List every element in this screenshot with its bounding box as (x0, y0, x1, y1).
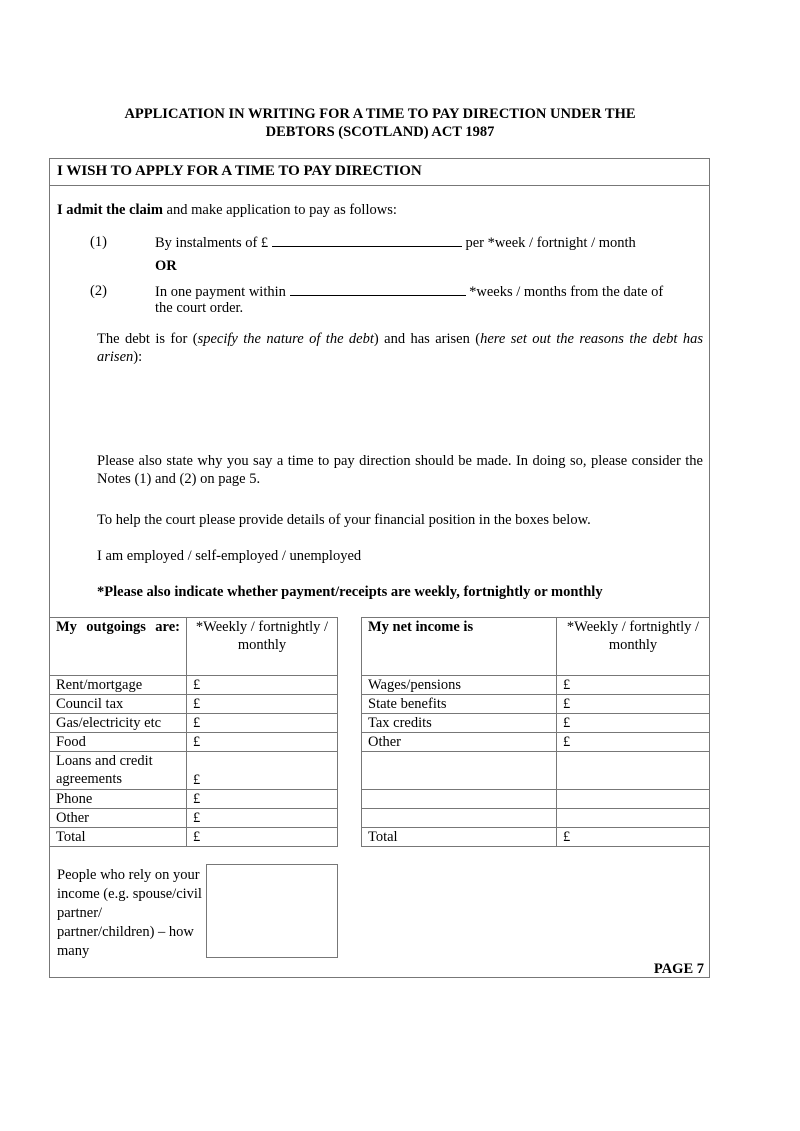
dependants-input-box[interactable] (206, 864, 338, 958)
page-number: PAGE 7 (653, 961, 704, 977)
income-amount-cell[interactable] (557, 752, 710, 790)
outgoing-label: Phone (50, 790, 187, 809)
income-amount-cell[interactable]: £ (557, 714, 710, 733)
outgoings-header (50, 618, 187, 676)
income-table (361, 617, 710, 847)
income-label[interactable] (362, 809, 557, 828)
debt-para-text-2: ) and has arisen ( (373, 331, 481, 347)
or-separator: OR (155, 258, 177, 274)
outgoings-header-label: My outgoings are: (56, 619, 180, 635)
income-label[interactable] (362, 790, 557, 809)
admit-claim-rest: and make application to pay as follows: (162, 202, 397, 218)
option-2-text: In one payment within (155, 284, 286, 300)
form-header: I WISH TO APPLY FOR A TIME TO PAY DIRECTION (57, 163, 422, 179)
document-title (50, 105, 710, 141)
header-divider (49, 185, 710, 186)
outgoing-label: Gas/electricity etc (50, 714, 187, 733)
income-amount-cell[interactable] (557, 809, 710, 828)
debt-paragraph (97, 330, 703, 366)
option-2-line (155, 283, 663, 301)
income-amount-cell[interactable]: £ (557, 676, 710, 695)
payment-period-field[interactable] (290, 283, 466, 296)
outgoing-amount-cell[interactable]: £ (187, 790, 338, 809)
income-frequency-header: *Weekly / fortnightly / monthly (557, 618, 710, 676)
title-line-1: APPLICATION IN WRITING FOR A TIME TO PAY DIRECTION UNDER THE (124, 106, 636, 122)
debt-para-text-3: ): (133, 349, 143, 365)
option-2-number: (2) (90, 283, 107, 299)
help-paragraph: To help the court please provide details of your financial position in the boxes below. (97, 512, 591, 528)
outgoing-label: Loans and credit agreements (50, 752, 187, 790)
option-1-after: per *week / fortnight / month (465, 235, 636, 251)
income-label: Other (362, 733, 557, 752)
frequency-instruction: *Please also indicate whether payment/receipts are weekly, fortnightly or monthly (97, 584, 603, 600)
income-header-label: My net income is (362, 618, 557, 676)
option-2-line2: the court order. (155, 300, 244, 316)
income-label: Wages/pensions (362, 676, 557, 695)
outgoing-amount-cell[interactable]: £ (187, 676, 338, 695)
income-label: Tax credits (362, 714, 557, 733)
option-1-number: (1) (90, 234, 107, 250)
income-total-cell[interactable]: £ (557, 828, 710, 847)
admit-claim-bold: I admit the claim (57, 202, 163, 218)
title-line-2: DEBTORS (SCOTLAND) ACT 1987 (265, 124, 495, 140)
outgoings-frequency-header: *Weekly / fortnightly / monthly (187, 618, 338, 676)
outgoing-amount-cell[interactable]: £ (187, 809, 338, 828)
reasons-paragraph: Please also state why you say a time to pay direction should be made. In doing so, please consider the Notes (1) and (2) on page 5. (97, 453, 703, 487)
outgoing-label: Food (50, 733, 187, 752)
outgoing-amount-cell[interactable]: £ (187, 733, 338, 752)
outgoing-amount-cell[interactable]: £ (187, 714, 338, 733)
outgoing-label: Other (50, 809, 187, 828)
outgoing-label: Council tax (50, 695, 187, 714)
debt-reason-area[interactable] (97, 372, 703, 442)
debt-para-italic-2: here set out the reasons the debt has arisen (97, 331, 703, 365)
income-amount-cell[interactable] (557, 790, 710, 809)
debt-para-text-1: The debt is for ( (97, 331, 198, 347)
outgoing-label: Rent/mortgage (50, 676, 187, 695)
outgoing-total-label: Total (50, 828, 187, 847)
outgoing-amount-cell[interactable]: £ (187, 752, 338, 790)
form-frame (49, 158, 710, 978)
income-amount-cell[interactable]: £ (557, 733, 710, 752)
option-1-text: By instalments of £ (155, 235, 269, 251)
outgoing-total-cell[interactable]: £ (187, 828, 338, 847)
debt-para-italic-1: specify the nature of the debt (197, 331, 374, 347)
dependants-label: People who rely on your income (e.g. spouse/civil partner/ partner/children) – how many (57, 867, 202, 959)
admit-claim-line (57, 202, 397, 219)
income-label[interactable] (362, 752, 557, 790)
income-total-label: Total (362, 828, 557, 847)
outgoing-amount-cell[interactable]: £ (187, 695, 338, 714)
outgoings-table (49, 617, 338, 847)
employment-status[interactable]: I am employed / self-employed / unemployed (97, 548, 362, 564)
instalment-amount-field[interactable] (272, 234, 462, 247)
option-1-line (155, 234, 636, 252)
option-2-after: *weeks / months from the date of (469, 284, 664, 300)
income-label: State benefits (362, 695, 557, 714)
income-amount-cell[interactable]: £ (557, 695, 710, 714)
